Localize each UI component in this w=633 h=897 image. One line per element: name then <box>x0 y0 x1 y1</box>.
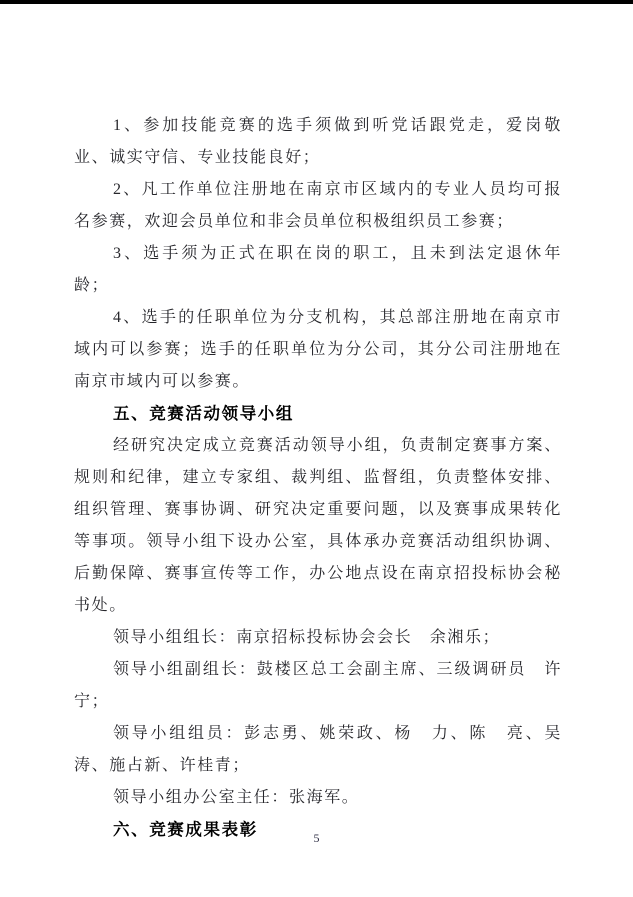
rule-item-3: 3、选手须为正式在职在岗的职工，且未到法定退休年龄； <box>74 245 562 294</box>
group-members-line: 领导小组组员：彭志勇、姚荣政、杨 力、陈 亮、吴 涛、施占新、许桂青； <box>74 725 580 774</box>
rule-item-2: 2、凡工作单位注册地在南京市区域内的专业人员均可报名参赛，欢迎会员单位和非会员单位积极组织员工参赛； <box>74 181 562 230</box>
group-leader-line: 领导小组组长：南京招标投标协会会长 余湘乐； <box>113 629 501 646</box>
deputy-leader-line: 领导小组副组长：鼓楼区总工会副主席、三级调研员 许宁； <box>74 661 562 710</box>
rule-item-1: 1、参加技能竞赛的选手须做到听党话跟党走，爱岗敬业、诚实守信、专业技能良好； <box>74 117 562 166</box>
scan-edge-artifact <box>0 0 633 4</box>
leadership-group-paragraph: 经研究决定成立竞赛活动领导小组，负责制定赛事方案、规则和纪律，建立专家组、裁判组、监督组，负责整体安排、组织管理、赛事协调、研究决定重要问题，以及赛事成果转化等事项。领导小组下设办公室，具体承办竞赛活动组织协调、后勤保障、赛事宣传等工作，办公地点设在南京招投标协会秘书处。 <box>74 437 562 614</box>
page-number: 5 <box>313 831 320 845</box>
office-director-line: 领导小组办公室主任：张海军。 <box>113 789 360 806</box>
rule-item-4: 4、选手的任职单位为分支机构，其总部注册地在南京市域内可以参赛；选手的任职单位为分公司，其分公司注册地在南京市域内可以参赛。 <box>74 309 562 390</box>
document-body <box>74 110 580 846</box>
section-heading-5: 五、竞赛活动领导小组 <box>113 404 294 423</box>
section-heading-6: 六、竞赛成果表彰 <box>113 820 258 839</box>
